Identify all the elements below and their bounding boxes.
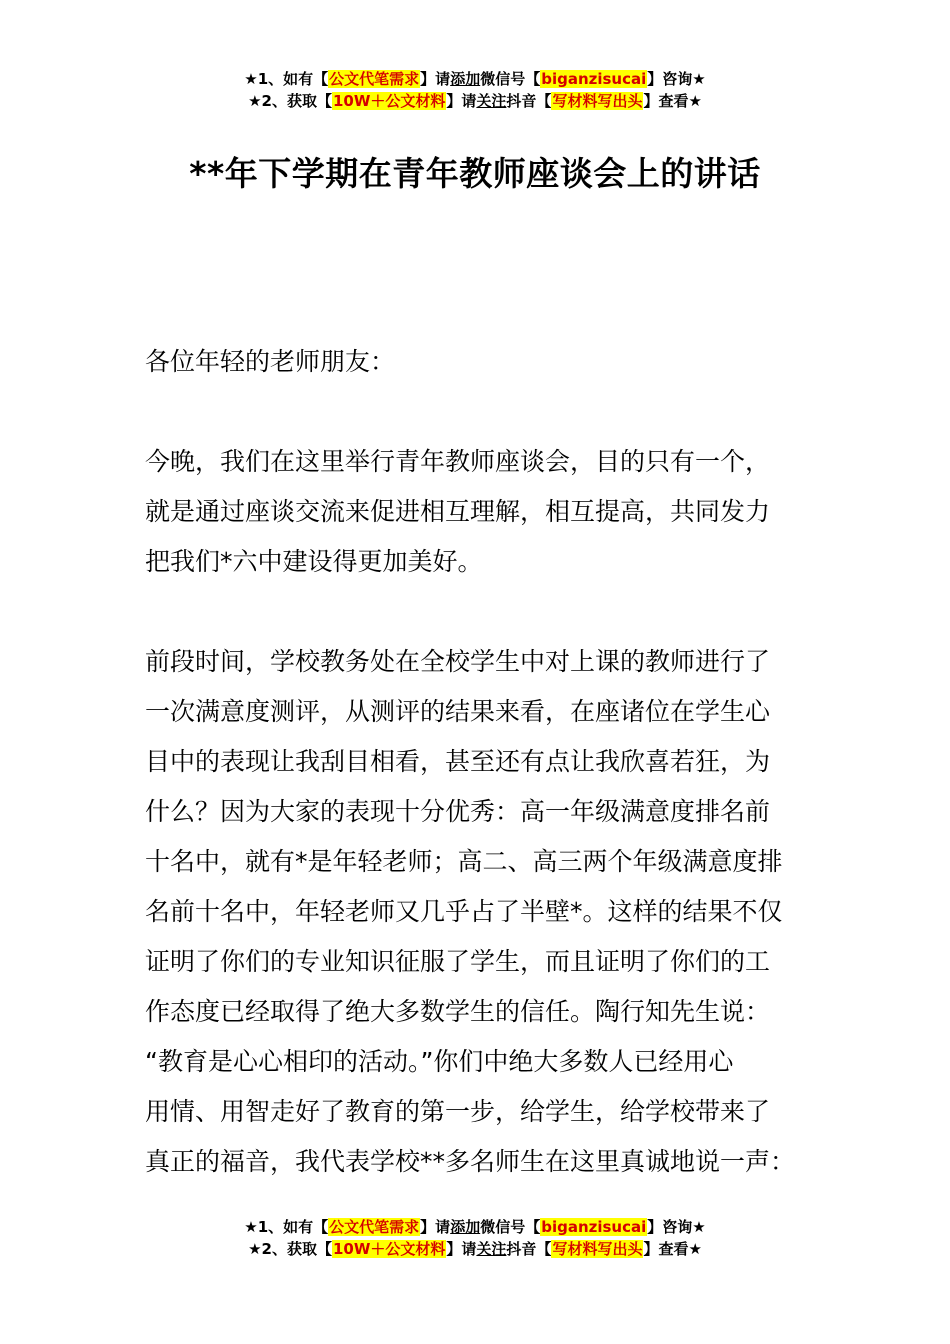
paragraph-2 <box>145 641 825 1191</box>
text-line: 什么？因为大家的表现十分优秀：高一年级满意度排名前 <box>145 797 771 826</box>
highlight-wechat-id: biganzisucai <box>541 1218 647 1236</box>
highlight-service: 公文代笔需求 <box>329 1218 420 1236</box>
text-line: 用情、用智走好了教育的第一步，给学生，给学校带来了 <box>145 1097 771 1126</box>
text-line: 目中的表现让我刮目相看，甚至还有点让我欣喜若狂，为 <box>145 747 771 776</box>
text-line: 十名中，就有*是年轻老师；高二、高三两个年级满意度排 <box>145 847 783 876</box>
document-title: **年下学期在青年教师座谈会上的讲话 <box>189 154 761 193</box>
highlight-douyin: 写材料写出头 <box>552 1240 643 1258</box>
highlight-materials: 10W＋公文材料 <box>332 1240 446 1258</box>
paragraph-1 <box>145 441 825 591</box>
highlight-service: 公文代笔需求 <box>329 70 420 88</box>
text-line: 把我们*六中建设得更加美好。 <box>145 547 483 576</box>
ad-banner-top <box>0 68 950 112</box>
text-line: 就是通过座谈交流来促进相互理解，相互提高，共同发力 <box>145 497 771 526</box>
text-line: 证明了你们的专业知识征服了学生，而且证明了你们的工 <box>145 947 771 976</box>
highlight-douyin: 写材料写出头 <box>552 92 643 110</box>
text-line: 名前十名中，年轻老师又几乎占了半壁*。这样的结果不仅 <box>145 897 783 926</box>
highlight-wechat-id: biganzisucai <box>541 70 647 88</box>
text-line: 作态度已经取得了绝大多数学生的信任。陶行知先生说： <box>145 997 771 1026</box>
highlight-materials: 10W＋公文材料 <box>332 92 446 110</box>
ad-banner-bottom <box>0 1216 950 1260</box>
salutation: 各位年轻的老师朋友： <box>145 347 396 376</box>
ad-line-2: ★2、获取【10W＋公文材料】请关注抖音【写材料写出头】查看★ <box>248 1240 702 1258</box>
text-line: 前段时间，学校教务处在全校学生中对上课的教师进行了 <box>145 647 771 676</box>
ad-line-2: ★2、获取【10W＋公文材料】请关注抖音【写材料写出头】查看★ <box>248 92 702 110</box>
text-line: “教育是心心相印的活动。”你们中绝大多数人已经用心 <box>145 1047 734 1076</box>
text-line: 今晚，我们在这里举行青年教师座谈会，目的只有一个， <box>145 447 771 476</box>
ad-line-1: ★1、如有【公文代笔需求】请添加微信号【biganzisucai】咨询★ <box>244 70 706 88</box>
text-line: 真正的福音，我代表学校**多名师生在这里真诚地说一声： <box>145 1147 796 1176</box>
ad-line-1: ★1、如有【公文代笔需求】请添加微信号【biganzisucai】咨询★ <box>244 1218 706 1236</box>
text-line: 一次满意度测评，从测评的结果来看，在座诸位在学生心 <box>145 697 771 726</box>
